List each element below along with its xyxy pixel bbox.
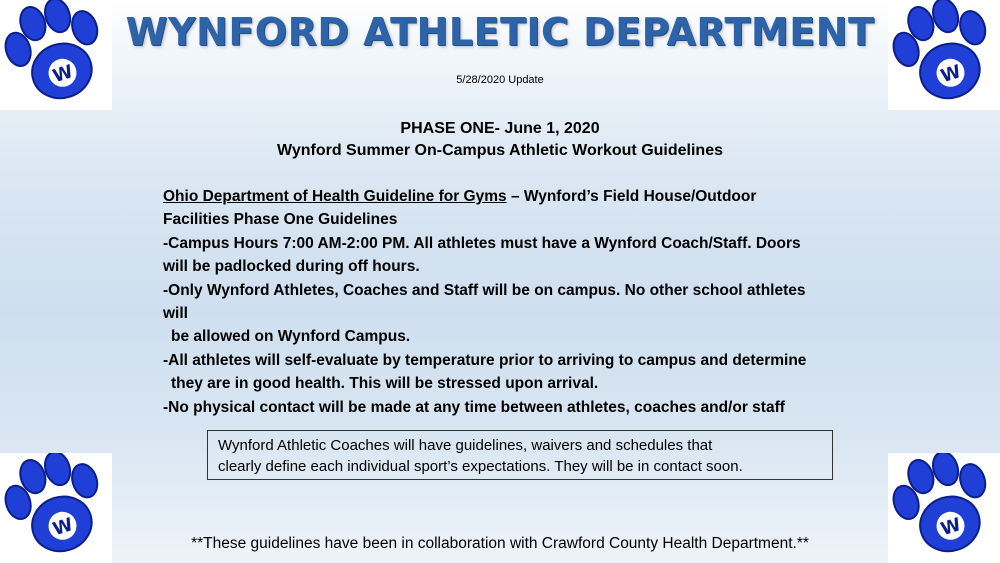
paw-letter: W: [938, 61, 964, 88]
guideline-line: be allowed on Wynford Campus.: [171, 328, 411, 346]
guidelines-heading-line2: Facilities Phase One Guidelines: [163, 211, 398, 229]
notice-line: Wynford Athletic Coaches will have guidelines, waivers and schedules that: [218, 437, 713, 454]
paw-letter: W: [50, 61, 76, 88]
footer-note: **These guidelines have been in collaboration with Crawford County Health Department.**: [191, 535, 809, 552]
guideline-line: -All athletes will self-evaluate by temperature prior to arriving to campus and determine: [163, 351, 807, 369]
paw-letter: W: [938, 514, 964, 541]
phase-subtitle: Wynford Summer On-Campus Athletic Workout Guidelines: [277, 142, 723, 159]
guideline-line: -Campus Hours 7:00 AM-2:00 PM. All athletes must have a Wynford Coach/Staff. Doors: [163, 234, 801, 252]
phase-heading: [0, 118, 1000, 162]
guideline-line: will be padlocked during off hours.: [163, 258, 420, 276]
guidelines-body: [163, 185, 863, 419]
notice-line: clearly define each individual sport’s expectations. They will be in contact soon.: [218, 458, 743, 475]
guidelines-heading-rest: – Wynford’s Field House/Outdoor: [506, 188, 757, 205]
guideline-line: -Only Wynford Athletes, Coaches and Staff will be on campus. No other school athletes: [163, 281, 806, 299]
guideline-line: will: [163, 305, 188, 323]
update-date: 5/28/2020 Update: [456, 74, 544, 86]
guidelines-heading-underlined: Ohio Department of Health Guideline for Gyms: [163, 188, 507, 205]
guideline-line: they are in good health. This will be stressed upon arrival.: [171, 375, 599, 393]
guidelines-heading: [163, 185, 863, 208]
guideline-line: -No physical contact will be made at any time between athletes, coaches and/or staff: [163, 398, 785, 416]
phase-title: PHASE ONE- June 1, 2020: [400, 120, 600, 137]
coaches-notice-box: [207, 430, 833, 480]
paw-letter: W: [50, 514, 76, 541]
page-title: WYNFORD ATHLETIC DEPARTMENT: [125, 10, 875, 54]
